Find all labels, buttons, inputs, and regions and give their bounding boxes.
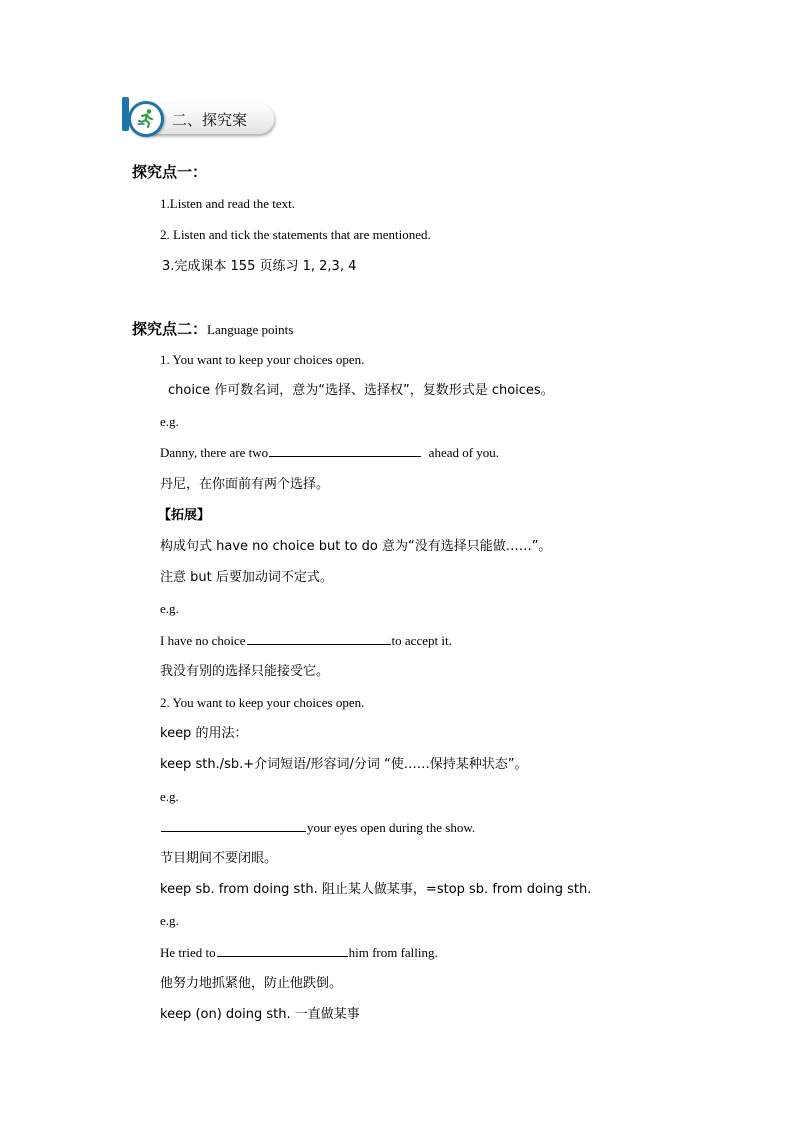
answer-blank[interactable] xyxy=(247,632,391,645)
answer-blank[interactable] xyxy=(217,944,348,957)
text-line: e.g. xyxy=(160,601,179,616)
sentence-part: I have no choice xyxy=(160,633,246,648)
text-line: 我没有别的选择只能接受它。 xyxy=(160,664,330,679)
sentence-part: He tried to xyxy=(160,945,216,960)
text-line: 注意 but 后要加动词不定式。 xyxy=(160,570,333,585)
text-line: e.g. xyxy=(160,913,179,928)
text-line: 他努力地抓紧他，防止他跌倒。 xyxy=(160,976,343,991)
point1-item-1: 1.Listen and read the text. xyxy=(160,196,296,211)
section-header xyxy=(122,97,276,137)
text-line: choice 作可数名词，意为“选择、选择权”，复数形式是 choices。 xyxy=(168,383,554,398)
fill-in-sentence xyxy=(160,819,475,837)
text-line: 2. You want to keep your choices open. xyxy=(160,695,365,710)
answer-blank[interactable] xyxy=(161,819,306,832)
text-line: keep sth./sb.+介词短语/形容词/分词 “使……保持某种状态”。 xyxy=(160,757,528,772)
sentence-part: ahead of you. xyxy=(428,445,500,460)
point1-item-3: 3.完成课本 155 页练习 1, 2,3, 4 xyxy=(162,259,357,274)
text-line: 1. You want to keep your choices open. xyxy=(160,352,365,367)
text-line: e.g. xyxy=(160,414,179,429)
point2-heading-label: 探究点二： xyxy=(132,320,208,338)
text-line: 节目期间不要闭眼。 xyxy=(160,851,278,866)
text-line: 丹尼，在你面前有两个选择。 xyxy=(160,477,330,492)
runner-icon xyxy=(128,101,164,137)
point2-heading xyxy=(132,320,293,339)
point2-heading-suffix: Language points xyxy=(207,322,294,337)
section-title: 二、探究案 xyxy=(172,111,248,129)
sentence-part: your eyes open during the show. xyxy=(307,820,476,835)
text-line: keep (on) doing sth. 一直做某事 xyxy=(160,1007,360,1022)
extension-label: 【拓展】 xyxy=(158,508,211,523)
fill-in-sentence xyxy=(160,444,499,462)
text-line: e.g. xyxy=(160,789,179,804)
fill-in-sentence xyxy=(160,944,438,962)
sentence-part: Danny, there are two xyxy=(160,445,269,460)
text-line: keep sb. from doing sth. 阻止某人做某事，=stop sb. from doing sth. xyxy=(160,882,592,897)
text-line: 构成句式 have no choice but to do 意为“没有选择只能做……”。 xyxy=(160,539,552,554)
point1-item-2: 2. Listen and tick the statements that are mentioned. xyxy=(160,227,431,242)
text-line: keep 的用法： xyxy=(160,726,248,741)
point1-heading: 探究点一： xyxy=(132,163,208,181)
fill-in-sentence xyxy=(160,632,452,650)
sentence-part: him from falling. xyxy=(348,945,438,960)
answer-blank[interactable] xyxy=(269,444,421,457)
sentence-part: to accept it. xyxy=(391,633,452,648)
